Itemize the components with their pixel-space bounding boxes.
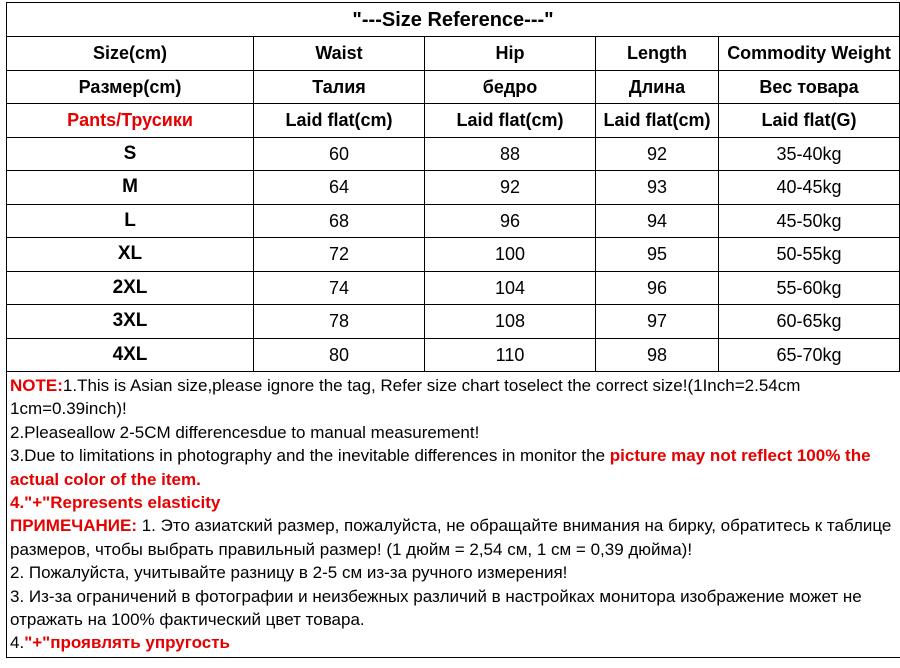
value-cell: 108: [425, 305, 596, 339]
pants-label: Pants/Трусики: [7, 104, 254, 138]
value-cell: 74: [254, 271, 425, 305]
note-prefix: 4.: [10, 633, 25, 653]
unit-cell: Laid flat(cm): [425, 104, 596, 138]
value-cell: 35-40kg: [719, 137, 900, 171]
header-cell: Вес товара: [719, 70, 900, 104]
value-cell: 40-45kg: [719, 171, 900, 205]
size-cell: L: [7, 204, 254, 238]
header-cell: Размер(cm): [7, 70, 254, 104]
value-cell: 80: [254, 338, 425, 372]
header-row-ru: [7, 70, 900, 104]
table-row: [7, 271, 900, 305]
size-cell: M: [7, 171, 254, 205]
value-cell: 98: [596, 338, 719, 372]
size-cell: 4XL: [7, 338, 254, 372]
size-cell: XL: [7, 238, 254, 272]
table-row: [7, 137, 900, 171]
note-ru-4: [10, 631, 900, 654]
note-highlight: "+"проявлять упругость: [24, 633, 230, 653]
value-cell: 78: [254, 305, 425, 339]
title-row: [7, 3, 900, 37]
size-table: [6, 2, 900, 372]
value-cell: 94: [596, 204, 719, 238]
note-prefix: ПРИМЕЧАНИЕ:: [10, 516, 137, 536]
value-cell: 60-65kg: [719, 305, 900, 339]
header-cell: Waist: [254, 37, 425, 71]
table-row: [7, 305, 900, 339]
value-cell: 96: [425, 204, 596, 238]
note-ru-1: [10, 514, 900, 561]
value-cell: 96: [596, 271, 719, 305]
value-cell: 92: [425, 171, 596, 205]
table-row: [7, 204, 900, 238]
note-ru-3: 3. Из-за ограничений в фотографии и неизбежных различий в настройках монитора изображение может не отражать на 100% фактический цвет товара.: [10, 586, 862, 630]
header-cell: Commodity Weight: [719, 37, 900, 71]
unit-cell: Laid flat(cm): [254, 104, 425, 138]
header-cell: Size(cm): [7, 37, 254, 71]
size-cell: S: [7, 137, 254, 171]
table-row: [7, 171, 900, 205]
value-cell: 64: [254, 171, 425, 205]
note-prefix: NOTE:: [10, 376, 63, 395]
table-row: [7, 238, 900, 272]
note-2: 2.Pleaseallow 2-5CM differencesdue to manual measurement!: [10, 422, 480, 442]
header-cell: Длина: [596, 70, 719, 104]
header-cell: Талия: [254, 70, 425, 104]
note-ru-2: 2. Пожалуйста, учитывайте разницу в 2-5 см из-за ручного измерения!: [10, 563, 568, 583]
size-reference-sheet: [6, 2, 899, 658]
value-cell: 104: [425, 271, 596, 305]
header-cell: Hip: [425, 37, 596, 71]
size-cell: 2XL: [7, 271, 254, 305]
note-text: 1. Это азиатский размер, пожалуйста, не обращайте внимания на бирку, обратитесь к таблице размеров, чтобы выбрать правильный размер! (1 дюйм = 2,54 см, 1 см = 0,39 дюйма)!: [10, 516, 892, 559]
table-row: [7, 338, 900, 372]
note-1: [10, 374, 900, 421]
value-cell: 68: [254, 204, 425, 238]
note-4: 4."+"Represents elasticity: [10, 493, 221, 513]
value-cell: 45-50kg: [719, 204, 900, 238]
value-cell: 95: [596, 238, 719, 272]
unit-row: [7, 104, 900, 138]
value-cell: 55-60kg: [719, 271, 900, 305]
value-cell: 97: [596, 305, 719, 339]
header-cell: бедро: [425, 70, 596, 104]
value-cell: 93: [596, 171, 719, 205]
header-row-en: [7, 37, 900, 71]
table-title: "---Size Reference---": [7, 3, 900, 37]
notes-block: [6, 372, 900, 658]
header-cell: Length: [596, 37, 719, 71]
note-text: 1.This is Asian size,please ignore the tag, Refer size chart toselect the correct size!(1Inch=2.54cm 1cm=0.39inch)!: [10, 376, 801, 419]
note-3: [10, 444, 900, 491]
value-cell: 60: [254, 137, 425, 171]
value-cell: 92: [596, 137, 719, 171]
unit-cell: Laid flat(G): [719, 104, 900, 138]
size-rows: [7, 137, 900, 372]
size-cell: 3XL: [7, 305, 254, 339]
value-cell: 72: [254, 238, 425, 272]
value-cell: 100: [425, 238, 596, 272]
note-highlight: picture may not reflect 100% the actual color of the item.: [10, 446, 871, 489]
value-cell: 50-55kg: [719, 238, 900, 272]
value-cell: 110: [425, 338, 596, 372]
value-cell: 88: [425, 137, 596, 171]
value-cell: 65-70kg: [719, 338, 900, 372]
note-text: 3.Due to limitations in photography and the inevitable differences in monitor the: [10, 446, 610, 466]
unit-cell: Laid flat(cm): [596, 104, 719, 138]
